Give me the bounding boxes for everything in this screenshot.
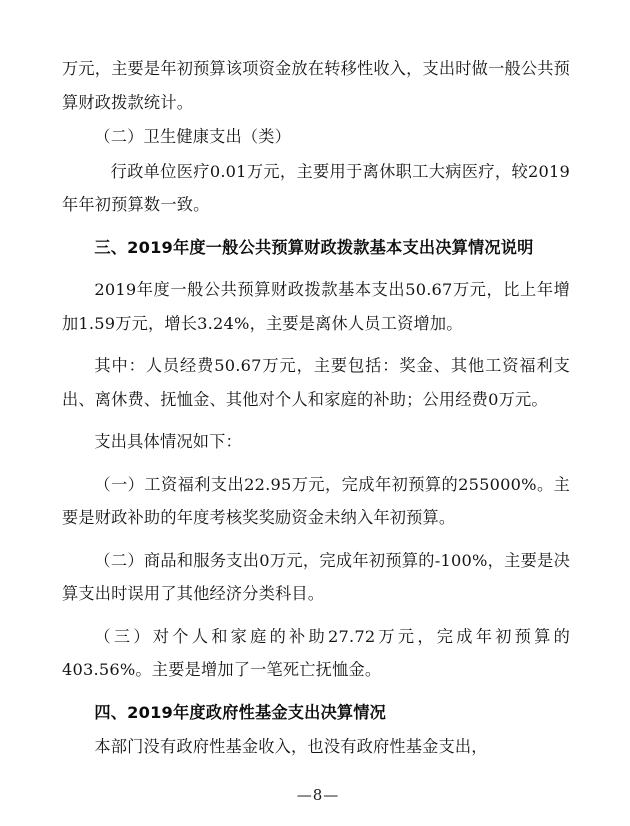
paragraph-item-one-salary-benefits: （一）工资福利支出22.95万元，完成年初预算的255000%。主要是财政补助的年度考核奖奖励资金未纳入年初预算。 xyxy=(62,474,570,527)
document-body xyxy=(62,52,570,764)
paragraph-basic-expenditure-total: 2019年度一般公共预算财政拨款基本支出50.67万元，比上年增加1.59万元，增长3.24%，主要是离休人员工资增加。 xyxy=(62,280,570,333)
page-number xyxy=(0,786,630,804)
paragraph-item-three-family-subsidy: （三）对个人和家庭的补助27.72万元，完成年初预算的403.56%。主要是增加了一笔死亡抚恤金。 xyxy=(62,626,570,679)
section-heading-four: 四、2019年度政府性基金支出决算情况 xyxy=(94,702,387,722)
paragraph-personnel-funds: 其中：人员经费50.67万元，主要包括：奖金、其他工资福利支出、离休费、抚恤金、其他对个人和家庭的补助；公用经费0万元。 xyxy=(62,356,570,409)
paragraph-item-two-goods-services: （二）商品和服务支出0万元，完成年初预算的-100%，主要是决算支出时误用了其他经济分类科目。 xyxy=(62,550,570,603)
paragraph-continuation: 万元，主要是年初预算该项资金放在转移性收入，支出时做一般公共预算财政拨款统计。 xyxy=(62,59,571,112)
paragraph-medical-expense: 行政单位医疗0.01万元，主要用于离休职工大病医疗，较2019年年初预算数一致。 xyxy=(62,161,570,214)
paragraph-details-intro: 支出具体情况如下： xyxy=(94,432,242,451)
section-heading-three: 三、2019年度一般公共预算财政拨款基本支出决算情况说明 xyxy=(94,237,534,257)
paragraph-section-2-heading: （二）卫生健康支出（类） xyxy=(94,127,292,146)
page-number-label: —8— xyxy=(296,786,340,804)
paragraph-government-fund: 本部门没有政府性基金收入，也没有政府性基金支出， xyxy=(94,737,488,756)
